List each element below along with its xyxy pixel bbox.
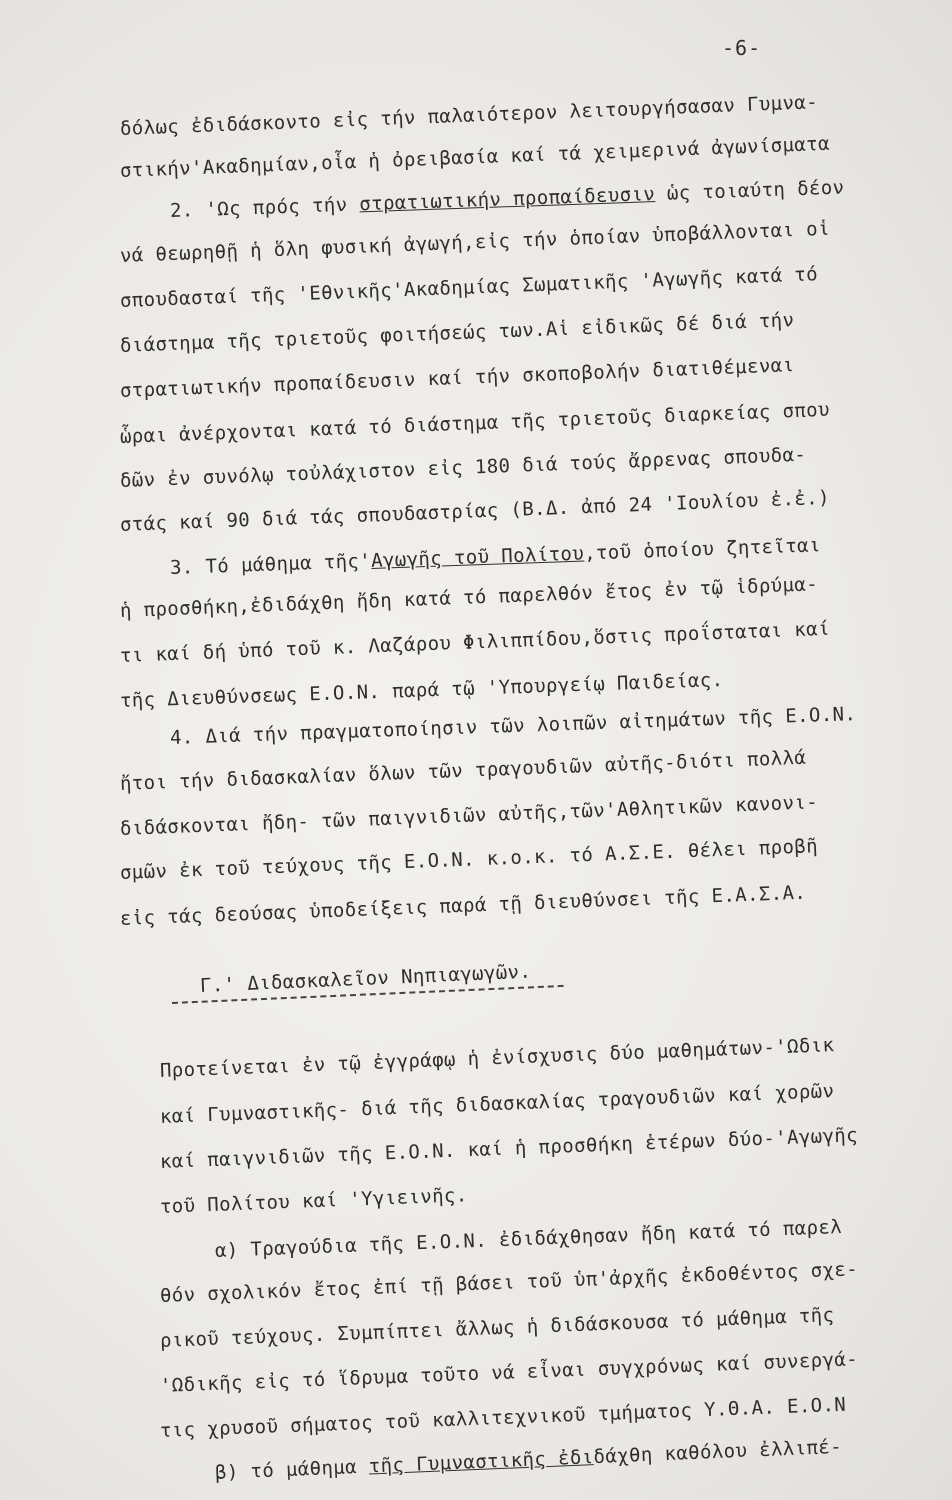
page-number: -6- [722, 36, 762, 60]
text-segment: δῶν ἐν συνόλῳ τοὐλάχιστον εἰς 180 διά τούς ἄρρενας σπουδα- [119, 443, 807, 492]
text-line [200, 961, 532, 997]
underlined-text: Αγωγῆς τοῦ Πολίτου [370, 542, 585, 572]
text-line [120, 487, 831, 536]
text-segment: διδάσκονται ἤδη- τῶν παιγνιδιῶν αὐτῆς,τῶν'Αθλητικῶν κανονι- [119, 791, 819, 840]
underlined-text: τῆς Γυμναστικῆς ἐδι [368, 1446, 595, 1478]
text-line [120, 669, 724, 712]
text-line [160, 1348, 859, 1397]
underlined-text: στρατιωτικήν προπαίδευσιν [358, 183, 656, 216]
text-line [120, 791, 819, 840]
text-line [120, 573, 819, 622]
text-segment: στρατιωτικήν προπαίδευσιν καί τήν σκοποβολήν διατιθέμεναι [119, 354, 795, 402]
text-line [160, 1080, 835, 1128]
text-segment: ὧραι ἀνέρχονται κατά τό διάστημα τῆς τριετοῦς διαρκείας σπου [119, 398, 831, 448]
text-line [215, 1436, 843, 1484]
text-segment: β) τό μάθημα [214, 1455, 370, 1484]
text-line [120, 218, 831, 267]
text-line [160, 1184, 468, 1218]
text-line [120, 444, 807, 492]
text-segment: ἡ προσθήκη,ἐδιδάχθη ἤδη κατά τό παρελθόν ἔτος ἐν τῷ ἱδρύμα- [119, 573, 819, 622]
text-segment: τῆς Διευθύνσεως Ε.Ο.Ν. παρά τῷ 'Υπουργείῳ Παιδείας. [119, 668, 724, 712]
text-segment: θόν σχολικόν ἔτος ἐπί τῇ βάσει τοῦ ὑπ'ἀρχῆς ἐκδοθέντος σχε- [159, 1258, 859, 1307]
text-line [160, 1124, 859, 1173]
text-segment: στικήν'Ακαδημίαν,οἷα ἡ ὀρειβασία καί τά χειμερινά ἀγωνίσματα [119, 132, 831, 182]
text-segment: Γ.' Διδασκαλεῖον Νηπιαγωγῶν. [199, 960, 532, 997]
text-line [120, 618, 831, 667]
text-line [170, 534, 822, 579]
text-segment: τι καί δή ὑπό τοῦ κ. Λαζάρου Φιλιππίδου,ὅστις προΐσταται καί [119, 617, 831, 667]
text-line [160, 1304, 835, 1352]
text-line [120, 354, 795, 402]
text-segment: στάς καί 90 διά τάς σπουδαστρίας (Β.Δ. ἀπό 24 'Ιουλίου ἐ.ἐ.) [119, 486, 831, 536]
text-segment: τοῦ Πολίτου καί 'Υγιεινῆς. [159, 1184, 469, 1218]
text-segment: σμῶν ἐκ τοῦ τεύχους τῆς Ε.Ο.Ν. κ.ο.κ. τό Α.Σ.Ε. θέλει προβῆ [119, 835, 819, 884]
text-segment: καί Γυμναστικῆς- διά τῆς διδασκαλίας τραγουδιῶν καί χορῶν [159, 1080, 835, 1128]
text-segment: καί παιγνιδιῶν τῆς Ε.Ο.Ν. καί ἡ προσθήκη ἑτέρων δύο-'Αγωγῆς [159, 1124, 859, 1173]
text-line [160, 1394, 847, 1442]
text-segment: ,τοῦ ὁποίου ζητεῖται [583, 534, 822, 565]
text-segment: 4. Διά τήν πραγματοποίησιν τῶν λοιπῶν αἰτημάτων τῆς Ε.Ο.Ν. [169, 703, 857, 749]
text-line [120, 399, 831, 448]
text-segment: 3. Τό μάθημα τῆς' [169, 549, 372, 579]
text-segment: δάχθη καθόλου ἐλλιπέ- [593, 1435, 843, 1469]
text-line [120, 91, 819, 140]
text-segment: ἤτοι τήν διδασκαλίαν ὅλων τῶν τραγουδιῶν αὐτῆς-διότι πολλά [119, 746, 807, 795]
text-segment: ρικοῦ τεύχους. Συμπίπτει ἄλλως ἡ διδάσκουσα τό μάθημα τῆς [159, 1304, 835, 1352]
text-segment: ὡς τοιαύτη δέον [654, 176, 845, 206]
text-segment: εἰς τάς δεούσας ὑποδείξεις παρά τῇ διευθύνσει τῆς Ε.Α.Σ.Α. [119, 881, 807, 930]
text-line [120, 309, 795, 357]
text-segment: νά θεωρηθῇ ἡ ὅλη φυσική ἀγωγή,εἰς τήν ὁποίαν ὑποβάλλονται οἱ [119, 217, 831, 267]
text-line [120, 835, 819, 884]
text-line [120, 263, 819, 312]
text-segment: τις χρυσοῦ σήματος τοῦ καλλιτεχνικοῦ τμήματος Υ.Θ.Α. Ε.Ο.Ν [159, 1393, 847, 1442]
text-line [120, 133, 831, 182]
text-segment: 'Ωδικῆς εἰς τό ἵδρυμα τοῦτο νά εἶναι συγχρόνως καί συνεργά- [159, 1348, 859, 1397]
text-segment: 2. 'Ως πρός τήν [169, 193, 360, 222]
text-line [160, 1034, 835, 1082]
text-segment: διάστημα τῆς τριετοῦς φοιτήσεώς των.Αἱ εἰδικῶς δέ διά τήν [119, 309, 795, 357]
text-line [215, 1216, 843, 1262]
text-line [170, 703, 857, 749]
text-segment: δόλως ἐδιδάσκοντο εἰς τήν παλαιότερον λειτουργήσασαν Γυμνα- [119, 91, 819, 140]
text-segment: α) Τραγούδια τῆς Ε.Ο.Ν. ἐδιδάχθησαν ἤδη κατά τό παρελ [214, 1215, 843, 1262]
text-segment: σπουδασταί τῆς 'Εθνικῆς'Ακαδημίας Σωματικῆς 'Αγωγῆς κατά τό [119, 263, 819, 312]
text-line [120, 882, 807, 930]
text-line [120, 747, 807, 795]
text-line [170, 176, 845, 222]
text-segment: Προτείνεται ἐν τῷ ἐγγράφῳ ἡ ἐνίσχυσις δύο μαθημάτων-'Ωδικ [159, 1034, 835, 1082]
text-line [160, 1258, 859, 1307]
